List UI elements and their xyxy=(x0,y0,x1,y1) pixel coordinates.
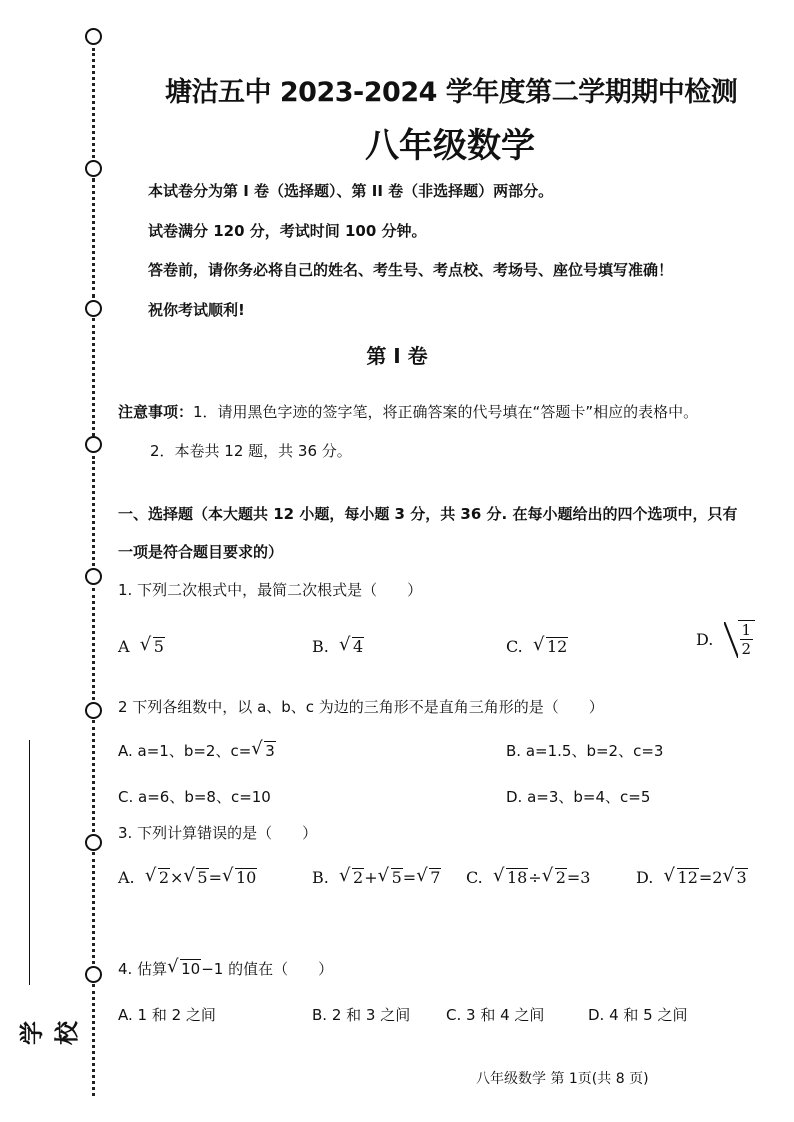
q3-option-b xyxy=(312,868,441,887)
question-2-stem: 2 下列各组数中，以 a、b、c 为边的三角形不是直角三角形的是（ ） xyxy=(118,698,604,716)
notes-label: 注意事项： xyxy=(118,403,194,421)
binding-dotted-line xyxy=(92,178,95,298)
sqrt-expression xyxy=(169,959,201,978)
question-3-stem: 3. 下列计算错误的是（ ） xyxy=(118,824,318,842)
stem-text: 4. 估算 xyxy=(118,960,168,978)
stem-text: −1 的值在（ ） xyxy=(201,960,334,978)
option-text: A. a=1、b=2、c= xyxy=(118,742,252,760)
radicand: 12 xyxy=(677,868,698,887)
radicand: 5 xyxy=(197,868,208,887)
radicand: 4 xyxy=(353,637,364,656)
q4-option-a: A. 1 和 2 之间 xyxy=(118,1006,216,1024)
question-1-stem: 1. 下列二次根式中，最简二次根式是（ ） xyxy=(118,581,423,599)
q4-option-c: C. 3 和 4 之间 xyxy=(446,1006,545,1024)
radicand: 5 xyxy=(153,637,164,656)
binding-hole-icon xyxy=(85,28,102,45)
binding-dotted-line xyxy=(92,318,95,436)
sqrt-expression xyxy=(341,637,364,656)
notes-line-1 xyxy=(118,401,698,422)
binding-hole-icon xyxy=(85,568,102,585)
option-label: C. xyxy=(506,637,523,656)
operator: + xyxy=(364,868,378,887)
sqrt-expression xyxy=(724,868,747,887)
radicand: 12 xyxy=(546,637,568,656)
operator: =3 xyxy=(566,868,591,887)
sqrt-expression xyxy=(341,868,364,887)
radicand: 7 xyxy=(430,868,441,887)
option-label: A xyxy=(118,637,130,656)
sqrt-expression xyxy=(666,868,699,887)
school-write-line xyxy=(29,740,30,985)
option-label: B. xyxy=(312,868,329,887)
operator: = xyxy=(208,868,222,887)
radicand: 2 xyxy=(555,868,566,887)
sqrt-expression xyxy=(147,868,170,887)
binding-dotted-line xyxy=(92,588,95,700)
q3-option-a xyxy=(118,868,257,887)
q2-option-a xyxy=(118,740,276,761)
numerator: 1 xyxy=(741,621,752,639)
sqrt-fraction-expression xyxy=(724,620,756,658)
binding-dotted-line xyxy=(92,720,95,832)
option-label: A. xyxy=(118,868,135,887)
radicand: 2 xyxy=(158,868,169,887)
radicand: 18 xyxy=(506,868,528,887)
subject-title: 八年级数学 xyxy=(365,126,535,166)
option-label: D. xyxy=(636,868,654,887)
binding-dotted-line xyxy=(92,852,95,964)
intro-line: 答卷前，请你务必将自己的姓名、考生号、考点校、考场号、座位号填写准确！ xyxy=(148,261,674,279)
operator: ÷ xyxy=(528,868,542,887)
binding-dotted-line xyxy=(92,984,95,1096)
sqrt-expression xyxy=(253,741,276,760)
radicand: 3 xyxy=(736,868,747,887)
sqrt-expression xyxy=(380,868,403,887)
sqrt-expression xyxy=(495,868,528,887)
section-heading-cont: 一项是符合题目要求的） xyxy=(118,543,284,561)
radicand: 3 xyxy=(265,742,275,760)
binding-dotted-line xyxy=(92,456,95,566)
intro-line: 试卷满分 120 分，考试时间 100 分钟。 xyxy=(148,222,427,240)
q1-option-d xyxy=(696,620,755,658)
radicand: 10 xyxy=(181,960,201,978)
sqrt-expression xyxy=(535,637,568,656)
volume-title: 第 I 卷 xyxy=(366,344,428,368)
q3-option-d xyxy=(636,868,748,887)
binding-margin xyxy=(0,0,110,1122)
sqrt-expression xyxy=(544,868,567,887)
sqrt-expression xyxy=(224,868,257,887)
binding-hole-icon xyxy=(85,436,102,453)
q2-option-d: D. a=3、b=4、c=5 xyxy=(506,788,651,806)
school-label: 学校 xyxy=(18,1021,81,1045)
q4-option-d: D. 4 和 5 之间 xyxy=(588,1006,688,1024)
option-label: B. xyxy=(312,637,329,656)
page-footer: 八年级数学 第 1页(共 8 页) xyxy=(476,1071,649,1087)
sqrt-expression xyxy=(142,637,165,656)
q1-option-c xyxy=(506,637,568,656)
operator: =2 xyxy=(698,868,723,887)
operator: = xyxy=(402,868,417,887)
sqrt-expression xyxy=(418,868,441,887)
q4-option-b: B. 2 和 3 之间 xyxy=(312,1006,411,1024)
q2-option-c: C. a=6、b=8、c=10 xyxy=(118,788,271,806)
radicand: 5 xyxy=(391,868,402,887)
fraction xyxy=(740,621,754,658)
operator: × xyxy=(170,868,184,887)
option-label: C. xyxy=(466,868,483,887)
exam-title: 塘沽五中 2023-2024 学年度第二学期期中检测 xyxy=(165,77,738,108)
q3-option-c xyxy=(466,868,590,887)
denominator: 2 xyxy=(741,640,752,658)
sqrt-expression xyxy=(185,868,208,887)
binding-hole-icon xyxy=(85,834,102,851)
q2-option-b: B. a=1.5、b=2、c=3 xyxy=(506,742,664,760)
intro-line: 祝你考试顺利! xyxy=(148,301,245,319)
q1-option-a xyxy=(118,637,165,656)
q1-option-b xyxy=(312,637,364,656)
binding-hole-icon xyxy=(85,300,102,317)
option-label: D. xyxy=(696,629,714,649)
section-heading: 一、选择题（本大题共 12 小题，每小题 3 分，共 36 分. 在每小题给出的四个选项中，只有 xyxy=(118,505,738,523)
binding-hole-icon xyxy=(85,966,102,983)
intro-line: 本试卷分为第 I 卷（选择题）、第 II 卷（非选择题）两部分。 xyxy=(148,182,554,200)
notes-item: 1．请用黑色字迹的签字笔，将正确答案的代号填在“答题卡”相应的表格中。 xyxy=(193,403,699,421)
binding-hole-icon xyxy=(85,702,102,719)
question-4-stem xyxy=(118,958,333,979)
radicand: 10 xyxy=(236,868,257,887)
radicand: 2 xyxy=(353,868,364,887)
notes-item: 2．本卷共 12 题，共 36 分。 xyxy=(150,442,352,460)
